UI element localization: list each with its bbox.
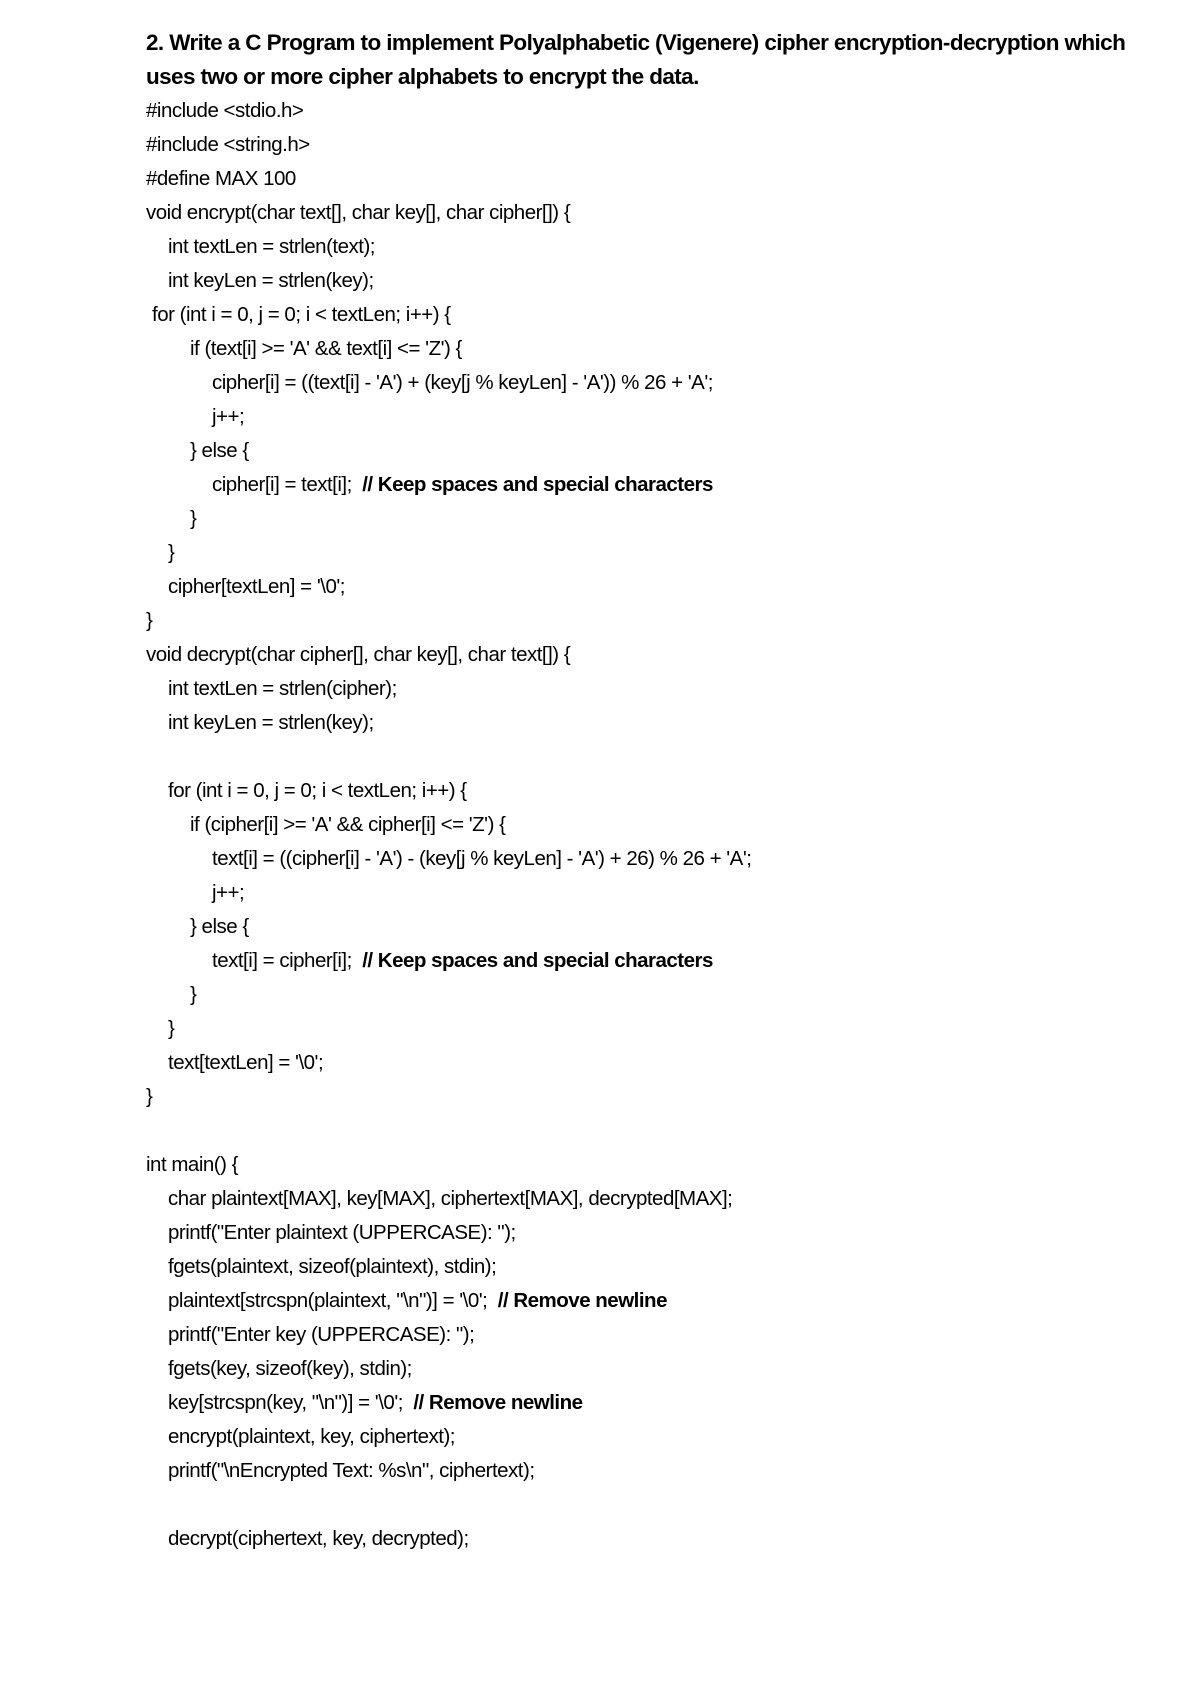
code-line: for (int i = 0, j = 0; i < textLen; i++) { — [168, 779, 467, 802]
code-line: encrypt(plaintext, key, ciphertext); — [168, 1425, 455, 1448]
code-line-with-comment — [146, 1284, 1146, 1318]
code-line: int keyLen = strlen(key); — [168, 269, 374, 292]
code-line: text[i] = ((cipher[i] - 'A') - (key[j % keyLen] - 'A') + 26) % 26 + 'A'; — [212, 847, 752, 870]
code-line: int main() { — [146, 1153, 238, 1176]
blank-line — [146, 1488, 1146, 1522]
code-line: } — [190, 983, 197, 1006]
code-line: cipher[i] = ((text[i] - 'A') + (key[j % keyLen] - 'A')) % 26 + 'A'; — [212, 371, 713, 394]
code-line-with-comment — [146, 1386, 1146, 1420]
code-line: char plaintext[MAX], key[MAX], ciphertext[MAX], decrypted[MAX]; — [168, 1187, 733, 1210]
code-text: text[i] = cipher[i]; — [212, 949, 363, 972]
code-line: void decrypt(char cipher[], char key[], char text[]) { — [146, 643, 571, 666]
code-line: text[textLen] = '\0'; — [168, 1051, 324, 1074]
code-comment: // Keep spaces and special characters — [362, 949, 713, 972]
code-line: } else { — [190, 439, 249, 462]
blank-line — [146, 1114, 1146, 1148]
code-line: decrypt(ciphertext, key, decrypted); — [168, 1527, 469, 1550]
code-comment: // Remove newline — [497, 1289, 667, 1312]
code-line: int keyLen = strlen(key); — [168, 711, 374, 734]
question-heading: 2. Write a C Program to implement Polyalphabetic (Vigenere) cipher encryption-decryption which uses two or more cipher alphabets to encrypt the data. — [146, 30, 1126, 89]
code-line-with-comment — [146, 944, 1146, 978]
code-line: int textLen = strlen(cipher); — [168, 677, 397, 700]
code-line: j++; — [212, 405, 245, 428]
code-line: #include <string.h> — [146, 133, 310, 156]
code-line: cipher[textLen] = '\0'; — [168, 575, 345, 598]
code-line: printf("Enter plaintext (UPPERCASE): "); — [168, 1221, 516, 1244]
code-line: } — [168, 1017, 175, 1040]
code-line: if (text[i] >= 'A' && text[i] <= 'Z') { — [190, 337, 462, 360]
code-line: fgets(plaintext, sizeof(plaintext), stdin); — [168, 1255, 497, 1278]
code-line: } — [168, 541, 175, 564]
code-line: #define MAX 100 — [146, 167, 296, 190]
blank-line — [146, 740, 1146, 774]
code-line: } — [190, 507, 197, 530]
code-line: } — [146, 1085, 153, 1108]
code-line: fgets(key, sizeof(key), stdin); — [168, 1357, 412, 1380]
code-line: } — [146, 609, 153, 632]
code-line: for (int i = 0, j = 0; i < textLen; i++) { — [152, 303, 451, 326]
code-line: j++; — [212, 881, 245, 904]
code-text: cipher[i] = text[i]; — [212, 473, 363, 496]
code-line: void encrypt(char text[], char key[], char cipher[]) { — [146, 201, 571, 224]
code-line: printf("Enter key (UPPERCASE): "); — [168, 1323, 475, 1346]
code-line: #include <stdio.h> — [146, 99, 304, 122]
code-line: } else { — [190, 915, 249, 938]
code-listing — [146, 94, 1146, 1556]
code-text: key[strcspn(key, "\n")] = '\0'; — [168, 1391, 414, 1414]
code-line: printf("\nEncrypted Text: %s\n", ciphertext); — [168, 1459, 535, 1482]
code-line-with-comment — [146, 468, 1146, 502]
code-comment: // Keep spaces and special characters — [362, 473, 713, 496]
code-comment: // Remove newline — [413, 1391, 583, 1414]
code-line: int textLen = strlen(text); — [168, 235, 375, 258]
code-line: if (cipher[i] >= 'A' && cipher[i] <= 'Z') { — [190, 813, 506, 836]
code-text: plaintext[strcspn(plaintext, "\n")] = '\0'; — [168, 1289, 498, 1312]
